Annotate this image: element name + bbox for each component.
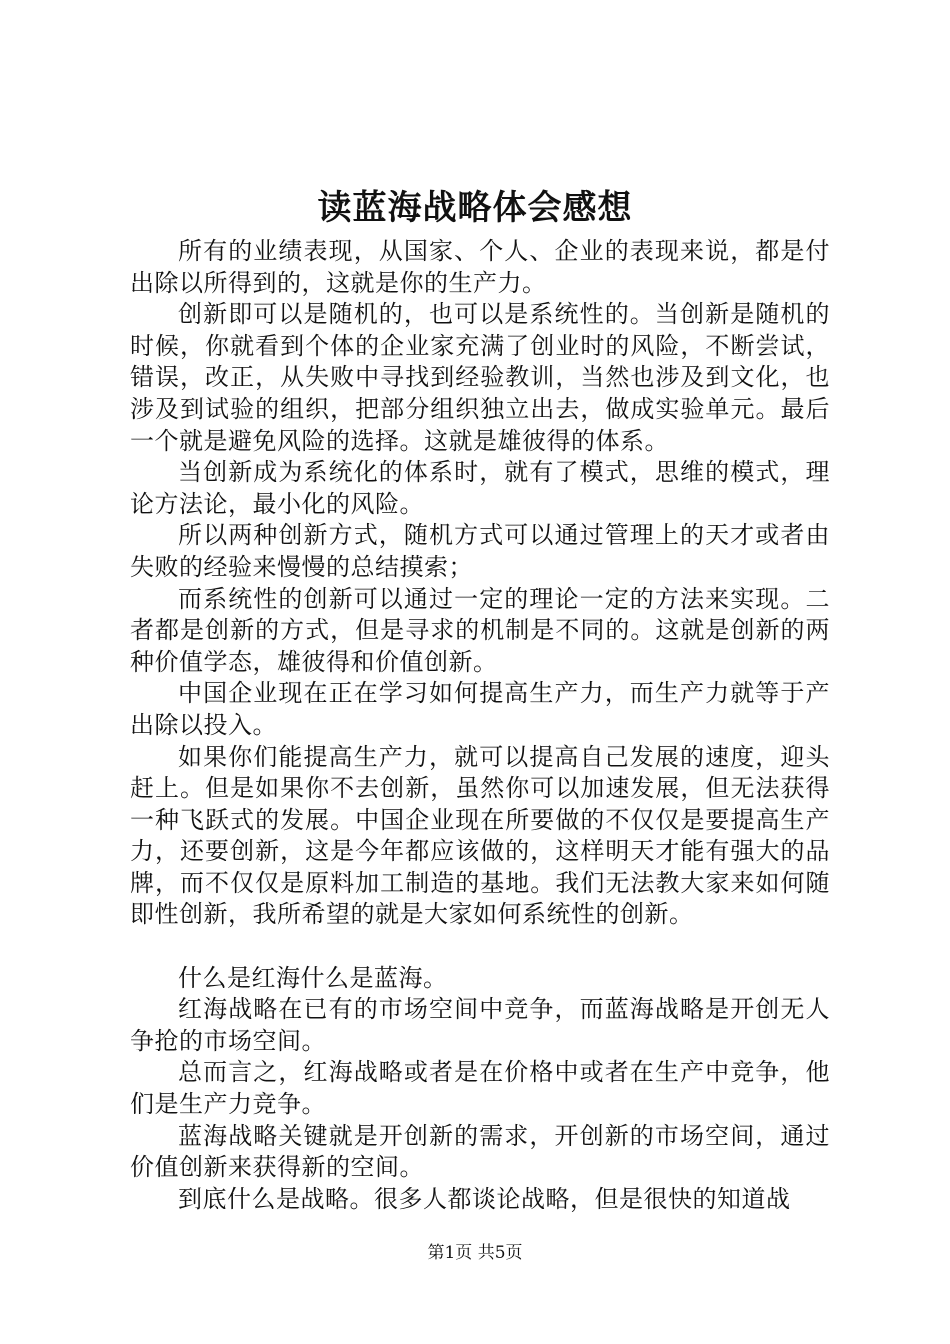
paragraph: 中国企业现在正在学习如何提高生产力，而生产力就等于产出除以投入。 <box>130 679 830 739</box>
document-title: 读蓝海战略体会感想 <box>317 188 633 228</box>
paragraph: 创新即可以是随机的，也可以是系统性的。当创新是随机的时候，你就看到个体的企业家充满了创业时的风险，不断尝试，错误，改正，从失败中寻找到经验教训，当然也涉及到文化，也涉及到试验的组织，把部分组织独立出去，做成实验单元。最后一个就是避免风险的选择。这就是雄彼得的体系。 <box>130 300 830 455</box>
paragraph: 到底什么是战略。很多人都谈论战略，但是很快的知道战 <box>178 1184 791 1213</box>
paragraph: 什么是红海什么是蓝海。 <box>178 963 448 992</box>
paragraph: 所有的业绩表现，从国家、个人、企业的表现来说，都是付出除以所得到的，这就是你的生产力。 <box>130 237 830 297</box>
page-footer: 第1页 共5页 <box>427 1243 523 1263</box>
paragraph: 蓝海战略关键就是开创新的需求，开创新的市场空间，通过价值创新来获得新的空间。 <box>130 1121 830 1182</box>
paragraph: 当创新成为系统化的体系时，就有了模式，思维的模式，理论方法论，最小化的风险。 <box>130 458 830 518</box>
paragraph: 如果你们能提高生产力，就可以提高自己发展的速度，迎头赶上。但是如果你不去创新，虽然你可以加速发展，但无法获得一种飞跃式的发展。中国企业现在所要做的不仅仅是要提高生产力，还要创新，这是今年都应该做的，这样明天才能有强大的品牌，而不仅仅是原料加工制造的基地。我们无法教大家来如何随即性创新，我所希望的就是大家如何系统性的创新。 <box>130 742 830 929</box>
paragraph: 红海战略在已有的市场空间中竞争，而蓝海战略是开创无人争抢的市场空间。 <box>130 995 830 1055</box>
document-body <box>130 236 830 1215</box>
paragraph: 而系统性的创新可以通过一定的理论一定的方法来实现。二者都是创新的方式，但是寻求的机制是不同的。这就是创新的两种价值学态，雄彼得和价值创新。 <box>130 584 830 676</box>
paragraph: 总而言之，红海战略或者是在价格中或者在生产中竞争，他们是生产力竞争。 <box>130 1058 830 1119</box>
paragraph-spacer <box>130 931 830 963</box>
paragraph: 所以两种创新方式，随机方式可以通过管理上的天才或者由失败的经验来慢慢的总结摸索； <box>130 521 830 581</box>
